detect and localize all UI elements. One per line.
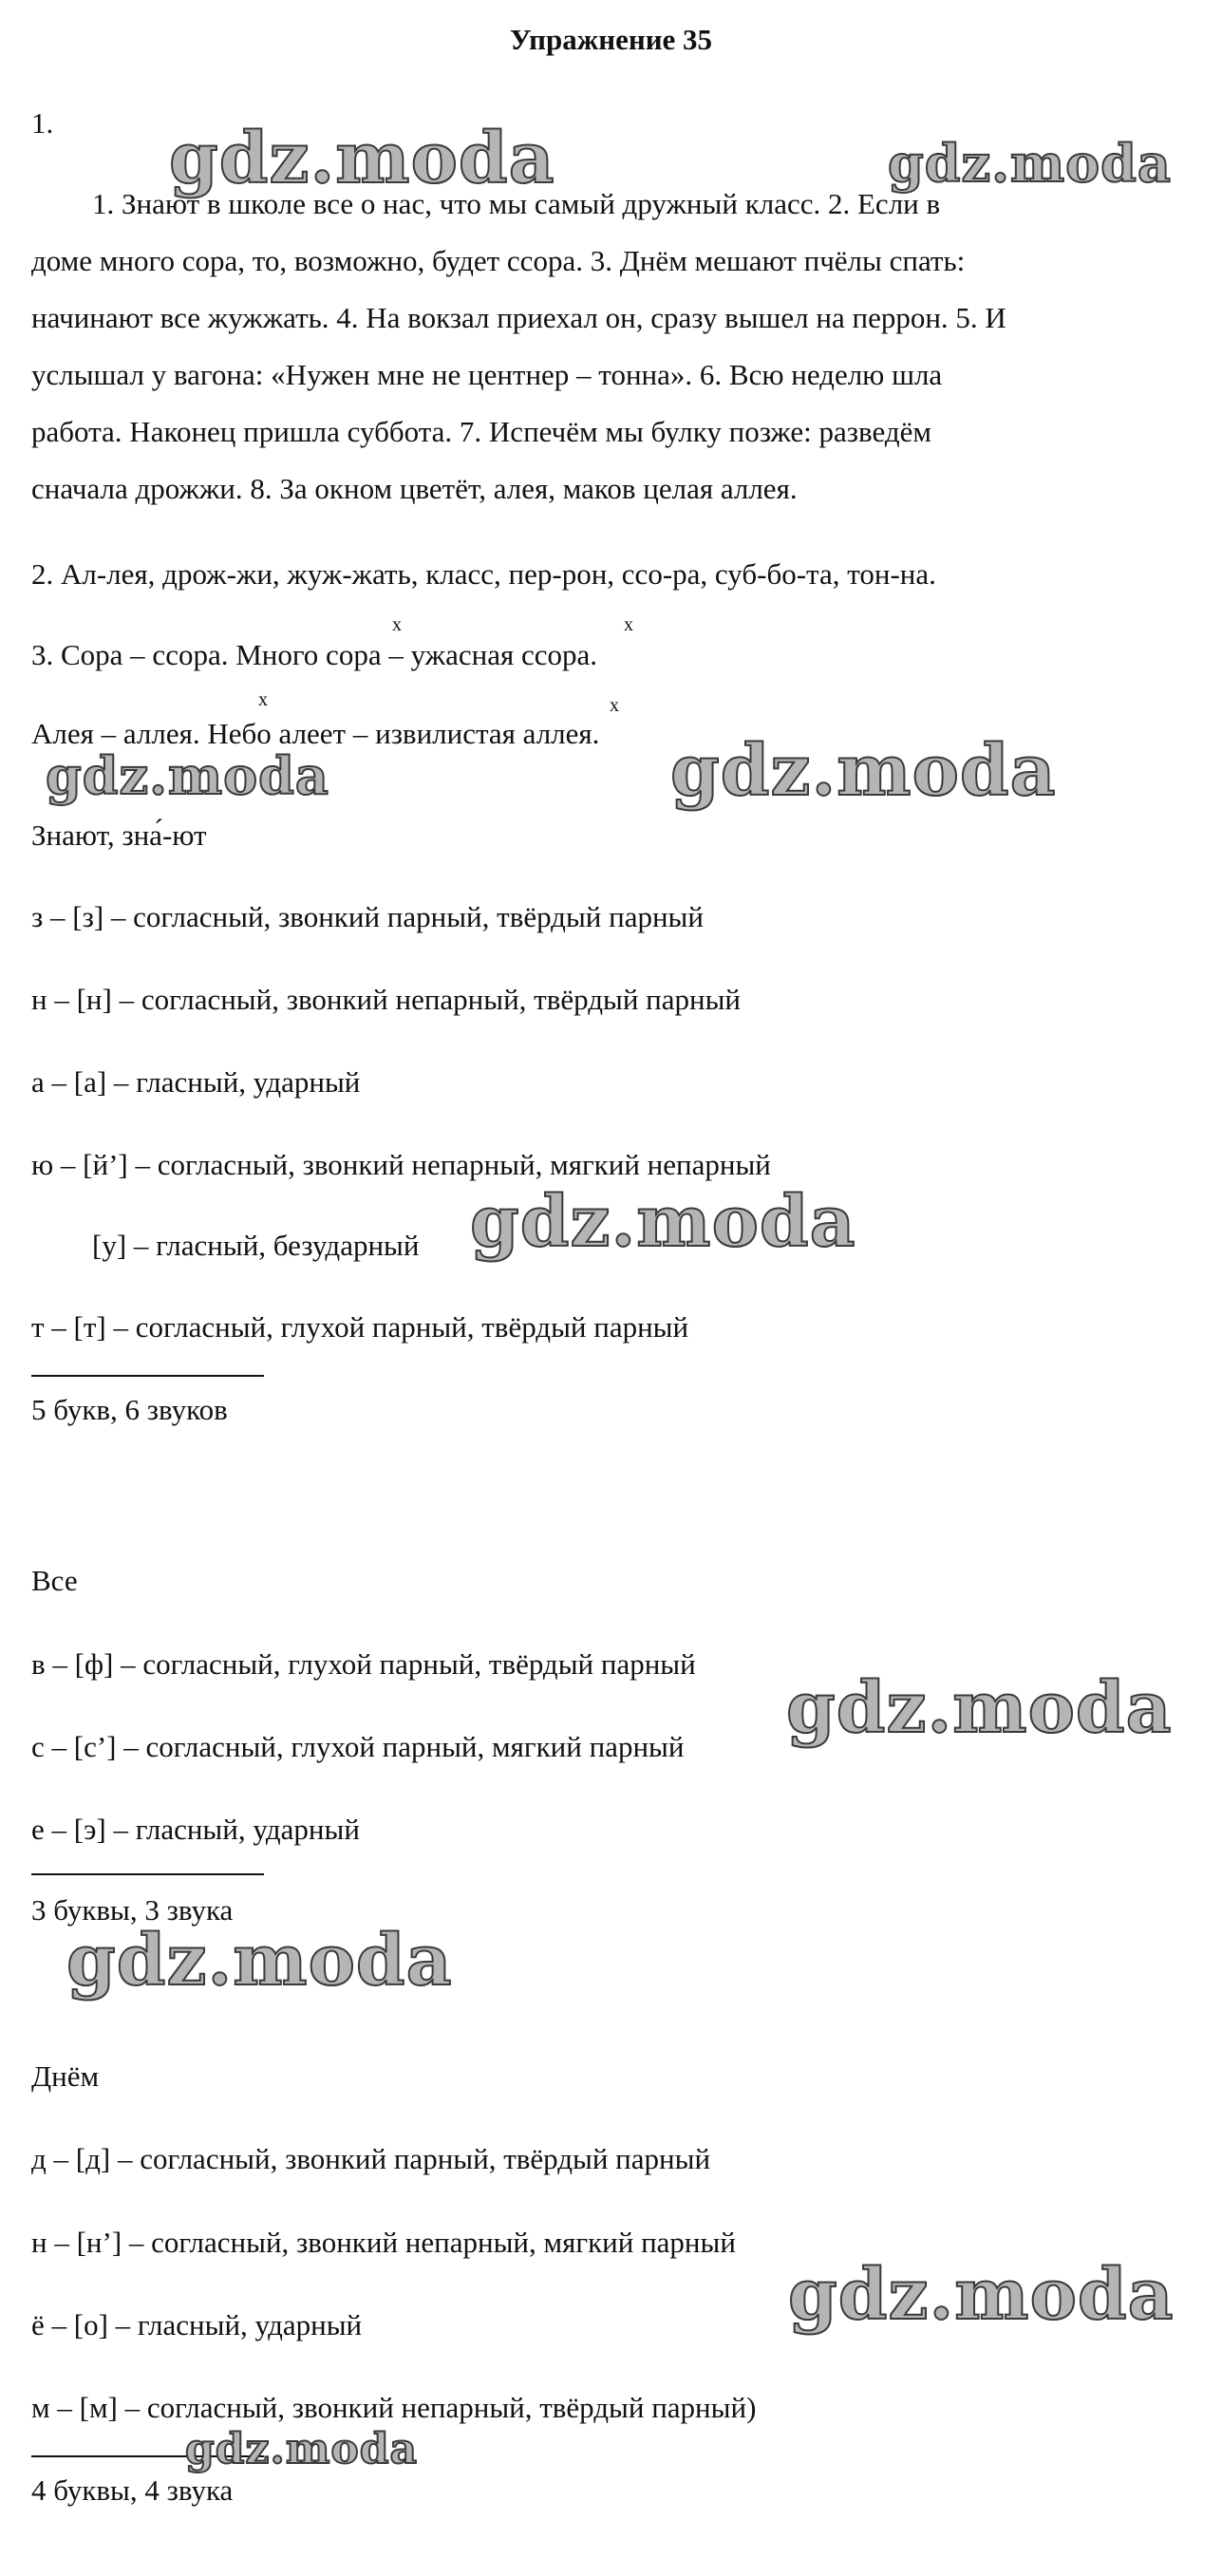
- sound-row: н – [н’] – согласный, звонкий непарный, мягкий парный: [31, 2226, 736, 2259]
- sentence-line-2: доме много сора, то, возможно, будет ссора. 3. Днём мешают пчёлы спать:: [31, 244, 966, 277]
- summary-rule: [31, 1375, 264, 1377]
- watermark: gdz.moda: [888, 133, 1172, 194]
- watermark: gdz.moda: [46, 745, 329, 806]
- sentence-line-1: 1. Знают в школе все о нас, что мы самый дружный класс. 2. Если в: [92, 187, 941, 220]
- exercise-title: Упражнение 35: [509, 23, 713, 56]
- sound-row: е – [э] – гласный, ударный: [31, 1813, 360, 1846]
- sound-row: м – [м] – согласный, звонкий непарный, твёрдый парный): [31, 2391, 757, 2424]
- sound-row: а – [а] – гласный, ударный: [31, 1065, 361, 1099]
- watermark: gdz.moda: [670, 730, 1057, 812]
- word-analysis-title: Все: [31, 1564, 78, 1597]
- sound-row: т – [т] – согласный, глухой парный, твёрдый парный: [31, 1310, 689, 1344]
- letters-sounds-summary: 4 буквы, 4 звука: [31, 2473, 234, 2507]
- sentence-line-4: услышал у вагона: «Нужен мне не центнер – тонна». 6. Всю неделю шла: [31, 358, 943, 391]
- watermark: gdz.moda: [470, 1181, 856, 1263]
- sound-row: ю – [й’] – согласный, звонкий непарный, мягкий непарный: [31, 1148, 771, 1181]
- sound-row: д – [д] – согласный, звонкий парный, твёрдый парный: [31, 2142, 711, 2175]
- sentence-line-3: начинают все жужжать. 4. На вокзал приехал он, сразу вышел на перрон. 5. И: [31, 301, 1006, 334]
- syllable-division-line: 2. Ал-лея, дрож-жи, жуж-жать, класс, пер-рон, ссо-ра, суб-бо-та, тон-на.: [31, 557, 936, 591]
- stress-mark: x: [258, 689, 268, 710]
- pair-line-2: Алея – аллея. Небо алеет – извилистая аллея.: [31, 717, 600, 750]
- watermark: gdz.moda: [788, 2254, 1175, 2336]
- word-analysis-title: Знают, зна́-ют: [31, 818, 207, 852]
- pair-line-1: 3. Сора – ссора. Много сора – ужасная ссора.: [31, 638, 597, 671]
- sound-row: з – [з] – согласный, звонкий парный, твёрдый парный: [31, 900, 704, 933]
- watermark: gdz.moda: [786, 1667, 1173, 1749]
- sound-row: [у] – гласный, безударный: [92, 1229, 420, 1262]
- letters-sounds-summary: 5 букв, 6 звуков: [31, 1393, 228, 1426]
- letters-sounds-summary: 3 буквы, 3 звука: [31, 1893, 234, 1927]
- word-analysis-title: Днём: [31, 2059, 100, 2093]
- sound-row: ё – [о] – гласный, ударный: [31, 2308, 363, 2341]
- watermark: gdz.moda: [66, 1920, 453, 2002]
- part1-label: 1.: [31, 106, 54, 140]
- sound-row: н – [н] – согласный, звонкий непарный, твёрдый парный: [31, 983, 742, 1016]
- sound-row: в – [ф] – согласный, глухой парный, твёрдый парный: [31, 1647, 696, 1681]
- sentence-line-5: работа. Наконец пришла суббота. 7. Испечём мы булку позже: разведём: [31, 415, 931, 448]
- watermark: gdz.moda: [169, 118, 555, 199]
- sentence-line-6: сначала дрожжи. 8. За окном цветёт, алея, маков целая аллея.: [31, 472, 798, 505]
- stress-mark: x: [610, 695, 619, 716]
- stress-mark: x: [392, 614, 402, 635]
- sound-row: с – [с’] – согласный, глухой парный, мягкий парный: [31, 1730, 685, 1763]
- watermark: gdz.moda: [185, 2425, 419, 2473]
- summary-rule: [31, 1873, 264, 1875]
- stress-mark: x: [624, 614, 633, 635]
